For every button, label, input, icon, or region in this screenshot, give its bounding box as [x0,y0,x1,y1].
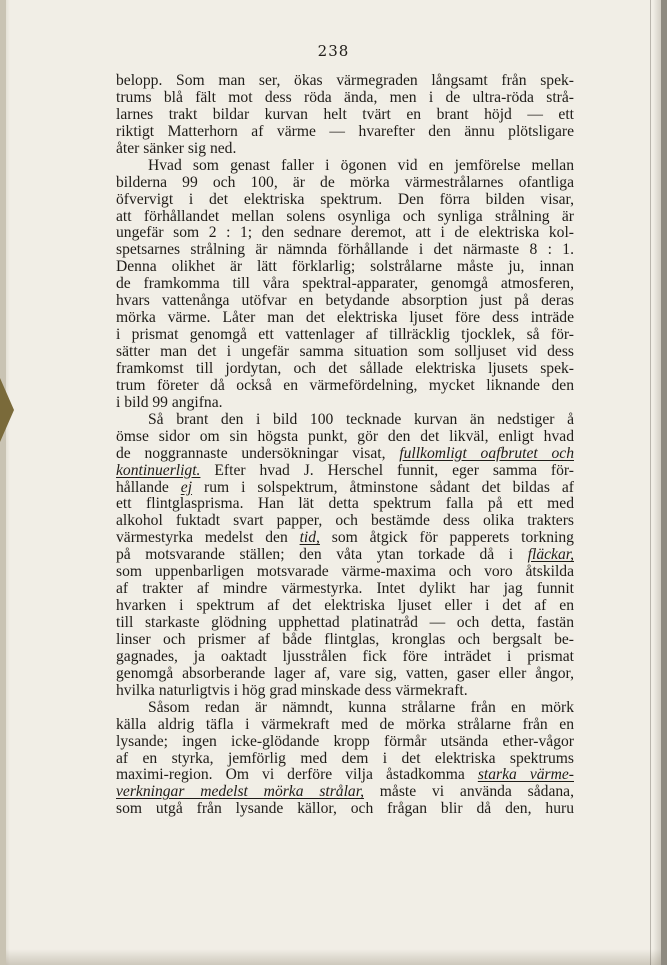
page-left-edge [0,0,6,965]
text-segment: ett flintglasprisma. Han lät detta spektrum falla på ett med [116,496,574,513]
text-line [116,784,574,801]
page-edge-tab [0,378,14,442]
text-segment: värmestyrka medelst den [116,530,300,547]
text-segment: trums blå fält mot dess röda ända, men i de ultra-röda strå- [116,89,574,106]
text-segment: på motsvarande ställen; den våta ytan torkade då i [116,547,528,564]
text-line [116,344,574,361]
text-line [116,175,574,192]
text-line [116,327,574,344]
text-line [116,361,574,378]
text-line [116,395,574,412]
text-line [116,429,574,446]
text-line [116,632,574,649]
emphasized-text: fullkomligt oafbrutet och [399,445,574,462]
text-segment: Så brant den i bild 100 tecknade kurvan än nedstiger å [148,411,574,428]
text-segment: spetsarnes strålning är nämnda förhållande i det närmaste 8 : 1. [116,242,574,259]
text-segment: ömse sidor om sin högsta punkt, gör den det likväl, enligt hvad [116,428,574,445]
text-line [116,767,574,784]
emphasized-text: kontinuerligt. [116,462,201,479]
text-segment: trum företer då också en värmefördelning, mycket liknande den [116,377,574,394]
text-segment: hvarken i spektrum af det elektriska ljuset eller i det af en [116,598,574,615]
emphasized-text: ej [180,479,193,496]
text-segment: alkohol fuktadt svart papper, och bestämde dess olika trakters [116,513,574,530]
text-segment: som utgå från lysande källor, och frågan blir då den, huru [116,801,574,818]
text-segment: de noggrannaste undersökningar visat, [116,445,400,462]
text-line [116,90,574,107]
text-line [116,717,574,734]
text-line [116,751,574,768]
text-segment: af trakter af mindre värmestyrka. Intet dylikt har jag funnit [116,581,574,598]
emphasized-text: starka värme- [477,767,574,784]
text-line [116,259,574,276]
text-line [116,158,574,175]
text-line [116,480,574,497]
text-line [116,73,574,90]
text-segment: af en styrka, jemförlig med dem i det elektriska spektrums [116,750,574,767]
text-segment: i prismat genomgå ett vattenlager af tillräcklig tjocklek, så för- [116,327,574,344]
text-line [116,547,574,564]
page-fold-line [650,0,651,965]
text-line [116,683,574,700]
text-segment: lysande; ingen icke-glödande kropp förmår utsända ether-vågor [116,733,574,750]
text-segment: maximi-region. Om vi derföre vilja åstadkomma [116,767,478,784]
text-line [116,463,574,480]
text-line [116,581,574,598]
text-segment: måste vi använda sådana, [363,784,574,801]
emphasized-text: fläckar, [527,547,574,564]
text-line [116,615,574,632]
text-segment: hvilka naturligtvis i hög grad minskade dess värmekraft. [116,682,468,699]
text-line [116,513,574,530]
text-segment: som åtgick för papperets torkning [319,530,574,547]
text-line [116,496,574,513]
text-segment: belopp. Som man ser, ökas värmegraden långsamt från spek- [116,73,574,89]
text-segment: linser och prismer af både flintglas, kronglas och bergsalt be- [116,631,574,648]
text-line [116,242,574,259]
text-line [116,124,574,141]
text-segment: att förhållandet mellan solens osynliga och synliga strålning är [116,208,574,225]
text-line [116,225,574,242]
text-segment: i bild 99 angifna. [116,394,223,411]
text-segment: rum i solspektrum, åtminstone sådant det bildas af [192,479,574,496]
emphasized-text: verkningar medelst mörka strålar, [116,784,364,801]
text-segment: ungefär som 2 : 1; den sednare deremot, att i de elektriska kol- [116,225,574,242]
text-segment: framkomst till jordytan, och det sållade elektriska ljusets spek- [116,360,574,377]
text-segment: hållande [116,479,181,496]
text-line [116,209,574,226]
text-line [116,649,574,666]
text-segment: källa aldrig täfla i värmekraft med de mörka strålarne från en [116,716,574,733]
emphasized-text: tid, [299,530,320,547]
text-line [116,293,574,310]
text-segment: mörka värme. Låter man det elektriska ljuset före dess inträde [116,310,574,327]
text-segment: de framkomma till våra spektral-apparater, genomgå atmosferen, [116,276,574,293]
text-line [116,378,574,395]
text-line [116,310,574,327]
text-line [116,276,574,293]
text-segment: hvars vattenånga utöfvar en betydande absorption just på deras [116,293,574,310]
text-segment: öfvervigt i det elektriska spektrum. Den förra bilden visar, [116,191,574,208]
text-segment: Hvad som genast faller i ögonen vid en jemförelse mellan [148,157,574,174]
text-segment: Såsom redan är nämndt, kunna strålarne från en mörk [148,699,574,716]
text-segment: gagnades, ja oaktadt ljusstrålen fick före inträdet i prismat [116,648,574,665]
page-right-edge [661,0,667,965]
text-line [116,192,574,209]
text-segment: Denna olikhet är lätt förklarlig; solstrålarne måste ju, innan [116,259,574,276]
text-segment: sätter man det i ungefär samma situation som solljuset vid dess [116,344,574,360]
text-segment: genomgå absorberande lager af, vare sig, vatten, gaser eller ångor, [116,665,574,682]
text-segment: Efter hvad J. Herschel funnit, eger samma för- [200,462,574,479]
text-line [116,107,574,124]
text-segment: till starkaste glödning upphettad platinatråd — och detta, fastän [116,615,574,631]
text-line [116,530,574,547]
text-segment: åter sänker sig ned. [116,140,237,157]
body-text [116,73,574,818]
text-line [116,564,574,581]
text-segment: larnes trakt bildar kurvan helt tvärt en brant höjd — ett [116,106,574,123]
text-segment: riktigt Matterhorn af värme — hvarefter den ännu plötsligare [116,123,574,140]
text-segment: bilderna 99 och 100, är de mörka värmestrålarnes ofantliga [116,174,574,191]
text-line [116,734,574,751]
text-line [116,801,574,818]
text-line [116,412,574,429]
text-segment: som uppenbarligen motsvarade värme-maxima och voro åtskilda [116,564,574,581]
text-line [116,141,574,158]
text-line [116,700,574,717]
text-line [116,666,574,683]
page-number: 238 [317,42,350,60]
text-line [116,598,574,615]
text-line [116,446,574,463]
